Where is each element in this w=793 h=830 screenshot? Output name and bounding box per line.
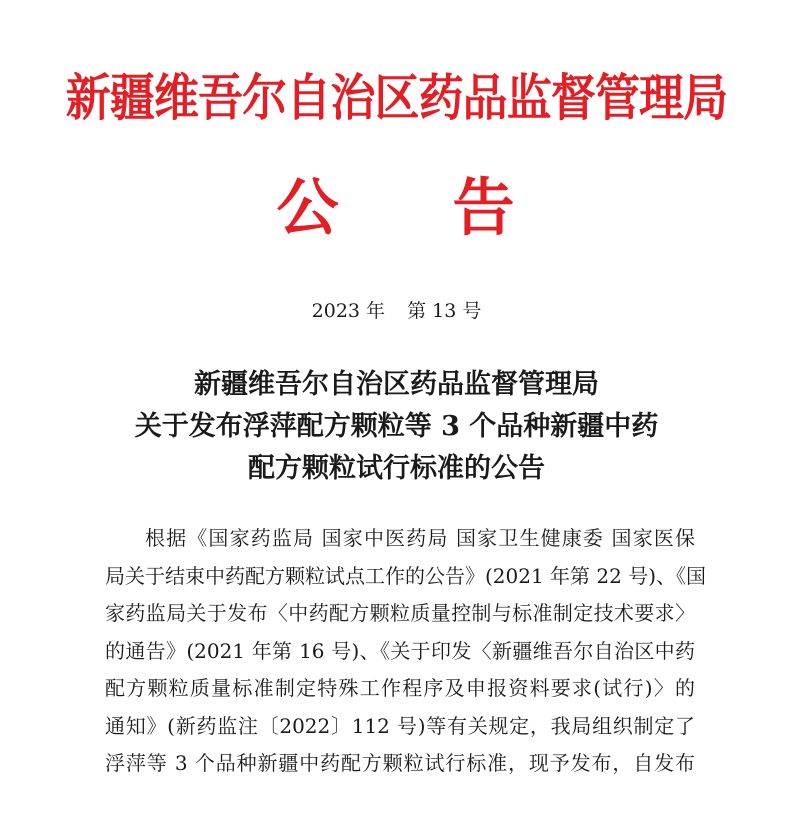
document-number: [0, 296, 793, 326]
document-type-heading: [0, 168, 793, 248]
agency-title: 新疆维吾尔自治区药品监督管理局: [65, 68, 728, 127]
body-line: 通知》(新药监注〔2022〕112 号)等有关规定，我局组织制定了: [105, 713, 695, 738]
headline-line-2: 关于发布浮萍配方颗粒等 3 个品种新疆中药: [134, 411, 659, 442]
document-type-char-2: 告: [452, 171, 517, 244]
body-line: 浮萍等 3 个品种新疆中药配方颗粒试行标准，现予发布，自发布: [105, 751, 695, 775]
document-type-char-1: 公: [276, 171, 341, 244]
announcement-body: [105, 520, 707, 783]
body-line: 的通告》(2021 年第 16 号)、《关于印发〈新疆维吾尔自治区中药: [105, 638, 695, 663]
document-number-value: 第 13 号: [407, 300, 482, 322]
announcement-headline: [0, 364, 793, 490]
body-line: 家药监局关于发布〈中药配方颗粒质量控制与标准制定技术要求〉: [105, 601, 695, 625]
body-line: 根据《国家药监局 国家中医药局 国家卫生健康委 国家医保: [145, 526, 695, 550]
headline-line-3: 配方颗粒试行标准的公告: [248, 453, 545, 484]
body-line: 局关于结束中药配方颗粒试点工作的公告》(2021 年第 22 号)、《国: [105, 563, 707, 588]
body-line: 配方颗粒质量标准制定特殊工作程序及申报资料要求(试行)〉的: [105, 676, 695, 700]
headline-line-1: 新疆维吾尔自治区药品监督管理局: [194, 369, 599, 400]
document-year: 2023 年: [311, 300, 386, 322]
